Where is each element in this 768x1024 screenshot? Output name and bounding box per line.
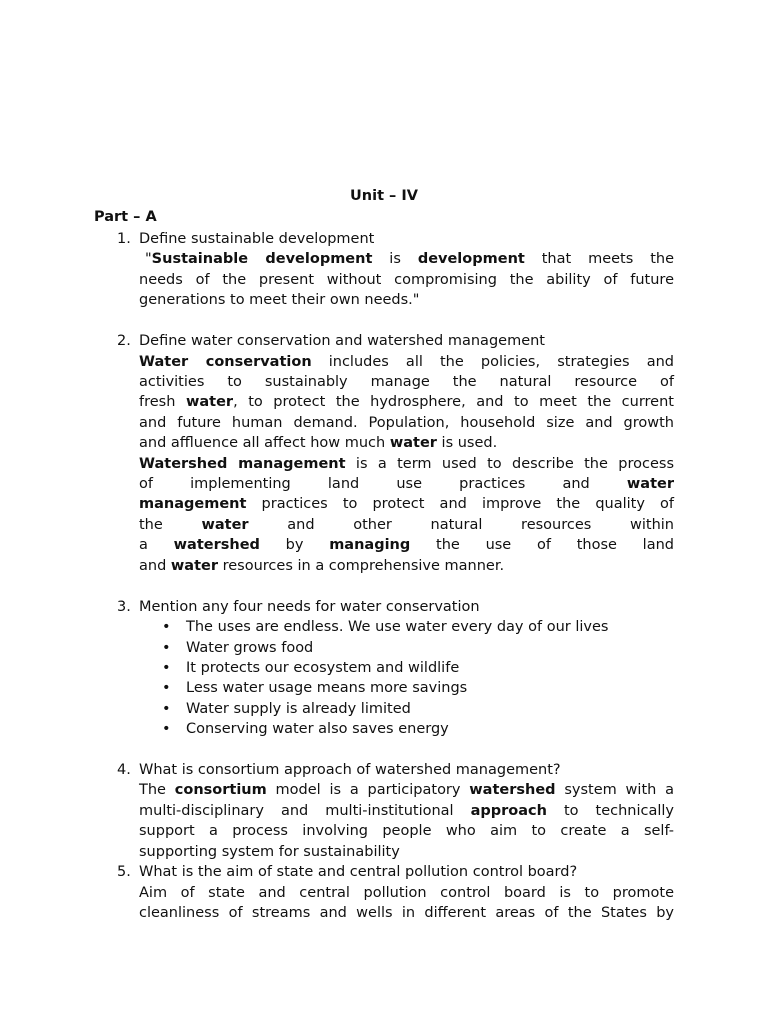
q4-answer-line-2: multi-disciplinary and multi-institutional approach to technically (139, 803, 674, 819)
q3-bullet-3: It protects our ecosystem and wildlife (186, 660, 460, 676)
q4-question: What is consortium approach of watershed management? (139, 762, 561, 778)
q4-answer-line-4: supporting system for sustainability (139, 844, 400, 860)
bullet-icon: • (162, 721, 171, 737)
unit-title: Unit – IV (350, 188, 418, 204)
q3-bullet-2: Water grows food (186, 640, 314, 656)
bullet-icon: • (162, 680, 171, 696)
q2-question: Define water conservation and watershed management (139, 333, 545, 349)
q4-number: 4. (117, 762, 131, 778)
q1-number: 1. (117, 231, 131, 247)
bullet-icon: • (162, 619, 171, 635)
bullet-icon: • (162, 640, 171, 656)
q2-answer-line-5: and affluence all affect how much water is used. (139, 435, 498, 451)
q5-answer-line-1: Aim of state and central pollution control board is to promote (139, 885, 674, 901)
q2-answer-line-7: of implementing land use practices and water (139, 476, 674, 492)
part-heading: Part – A (94, 209, 157, 225)
q2-answer-line-3: fresh water, to protect the hydrosphere, and to meet the current (139, 394, 674, 410)
q1-question: Define sustainable development (139, 231, 375, 247)
q3-question: Mention any four needs for water conservation (139, 599, 480, 615)
q4-answer-line-1: The consortium model is a participatory watershed system with a (139, 782, 674, 798)
q3-bullet-1: The uses are endless. We use water every day of our lives (186, 619, 609, 635)
q2-answer-line-2: activities to sustainably manage the natural resource of (139, 374, 674, 390)
q5-question: What is the aim of state and central pollution control board? (139, 864, 578, 880)
q2-answer-line-1: Water conservation includes all the policies, strategies and (139, 354, 674, 370)
q3-bullet-6: Conserving water also saves energy (186, 721, 449, 737)
q2-answer-line-4: and future human demand. Population, household size and growth (139, 415, 674, 431)
q3-bullet-4: Less water usage means more savings (186, 680, 468, 696)
q1-answer-line-3: generations to meet their own needs." (139, 292, 420, 308)
bullet-icon: • (162, 660, 171, 676)
q2-answer-line-8: management practices to protect and improve the quality of (139, 496, 674, 512)
q1-answer-line-1: "Sustainable development is development that meets the (145, 251, 674, 267)
q5-answer-line-2: cleanliness of streams and wells in different areas of the States by (139, 905, 674, 921)
q4-answer-line-3: support a process involving people who aim to create a self- (139, 823, 674, 839)
q2-answer-line-10: a watershed by managing the use of those land (139, 537, 674, 553)
q2-answer-line-11: and water resources in a comprehensive manner. (139, 558, 505, 574)
q2-answer-line-9: the water and other natural resources within (139, 517, 674, 533)
q3-bullet-5: Water supply is already limited (186, 701, 411, 717)
bullet-icon: • (162, 701, 171, 717)
q2-answer-line-6: Watershed management is a term used to describe the process (139, 456, 674, 472)
q1-answer-line-2: needs of the present without compromising the ability of future (139, 272, 674, 288)
q3-number: 3. (117, 599, 131, 615)
q5-number: 5. (117, 864, 131, 880)
q2-number: 2. (117, 333, 131, 349)
